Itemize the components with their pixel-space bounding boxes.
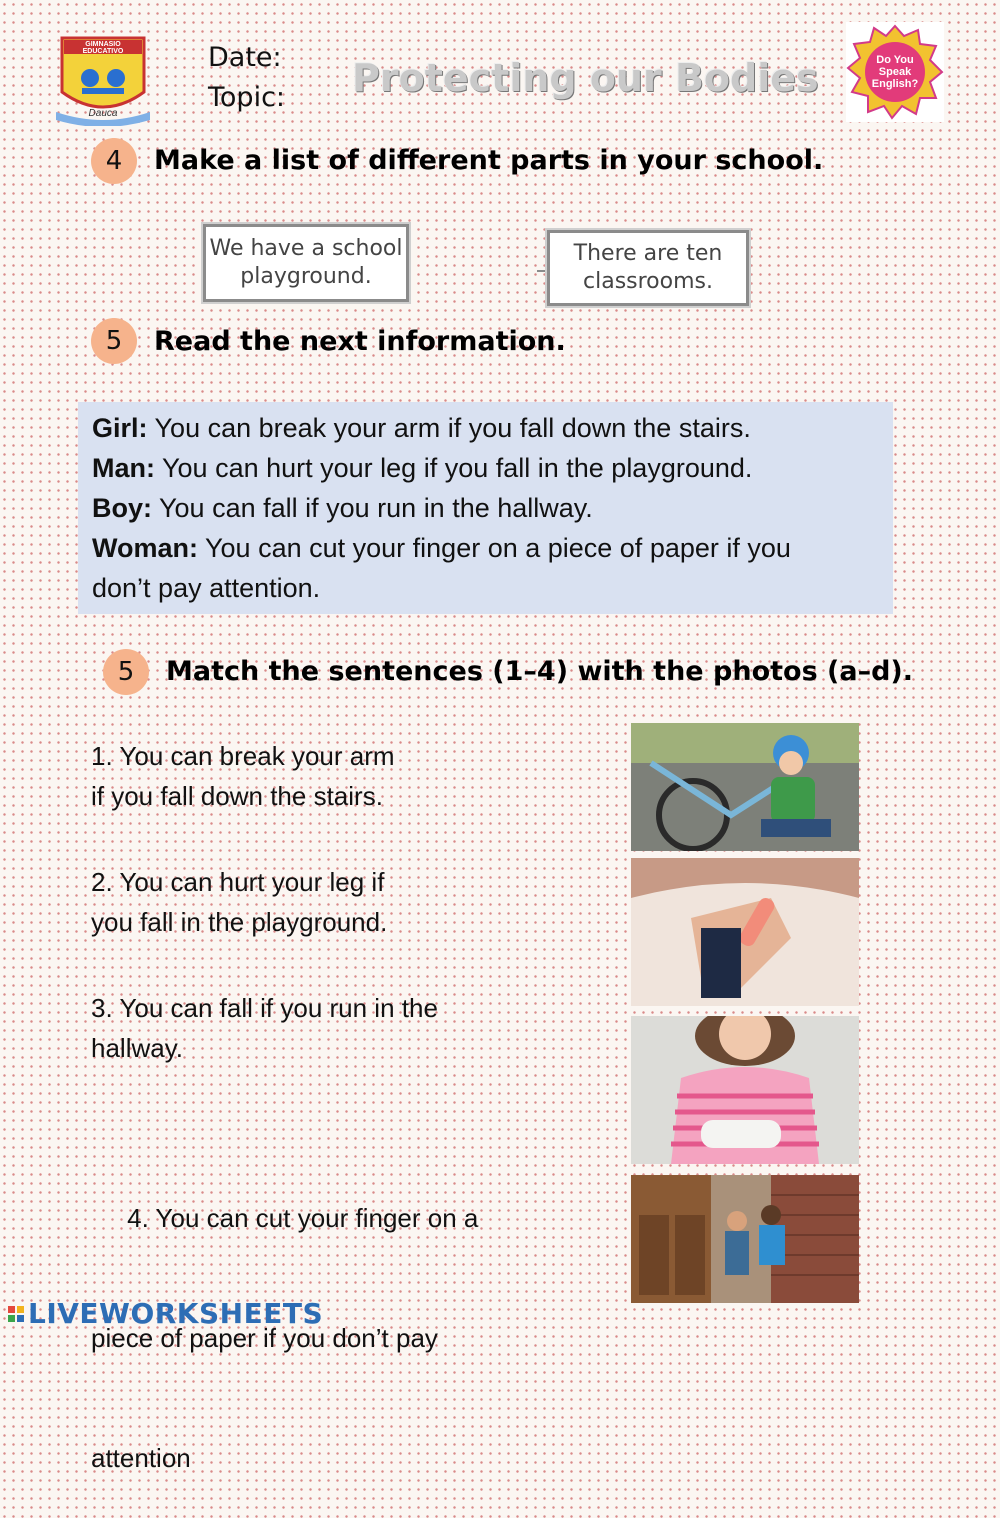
page-title: Protecting our Bodies: [352, 56, 819, 100]
sentence-1-line-2: if you fall down the stairs.: [91, 781, 383, 811]
school-logo-sub: Dauca: [88, 108, 118, 119]
example-box-1: We have a school playground.: [203, 224, 409, 302]
photo-kids-hallway[interactable]: [631, 1175, 859, 1303]
sentence-4-line-2: piece of paper if you don’t pay: [91, 1323, 438, 1353]
school-logo-text: GIMNASIO EDUCATIVO: [82, 41, 124, 55]
info-line-woman: Woman: You can cut your finger on a piece of paper if you: [92, 533, 791, 563]
sentence-4-line-1: 4. You can cut your finger on a: [91, 1203, 479, 1233]
info-panel: [78, 402, 893, 614]
photo-cut-finger[interactable]: [631, 858, 859, 1006]
photo-boy-bike-fall[interactable]: [631, 723, 859, 851]
do-you-speak-english-logo: [846, 22, 944, 122]
school-logo: [52, 30, 154, 126]
section-6-title: Match the sentences (1–4) with the photos (a–d).: [166, 656, 914, 687]
example-box-2: There are ten classrooms.: [547, 230, 749, 306]
photo-girl-broken-arm[interactable]: [631, 1016, 859, 1164]
sentence-3-line-2: hallway.: [91, 1033, 184, 1063]
match-sentence-3[interactable]: [91, 988, 438, 1068]
info-line-girl: Girl: You can break your arm if you fall down the stairs.: [92, 413, 751, 443]
info-line-man: Man: You can hurt your leg if you fall in the playground.: [92, 453, 753, 483]
brand-text: LIVEWORKSHEETS: [28, 1297, 324, 1330]
section-5-number: 5: [91, 318, 137, 364]
section-4-title: Make a list of different parts in your school.: [154, 145, 824, 176]
sentence-4-line-3: attention: [91, 1443, 191, 1473]
logo-right-text: Do You Speak English?: [871, 54, 919, 90]
topic-label: Topic:: [208, 82, 286, 113]
liveworksheets-brand[interactable]: [8, 1297, 323, 1330]
info-line-woman-cont: don’t pay attention.: [92, 573, 321, 603]
sentence-1-line-1: 1. You can break your arm: [91, 741, 395, 771]
date-label: Date:: [208, 42, 282, 73]
match-sentence-2[interactable]: [91, 862, 387, 942]
info-line-boy: Boy: You can fall if you run in the hallway.: [92, 493, 593, 523]
liveworksheets-logo-icon: [8, 1306, 24, 1322]
sentence-2-line-1: 2. You can hurt your leg if: [91, 867, 385, 897]
sentence-2-line-2: you fall in the playground.: [91, 907, 388, 937]
match-sentence-1[interactable]: [91, 736, 395, 816]
connector-line: [537, 270, 547, 272]
section-5-title: Read the next information.: [154, 326, 566, 357]
section-4-number: 4: [91, 138, 137, 184]
section-6-number: 5: [103, 649, 149, 695]
sentence-3-line-1: 3. You can fall if you run in the: [91, 993, 438, 1023]
